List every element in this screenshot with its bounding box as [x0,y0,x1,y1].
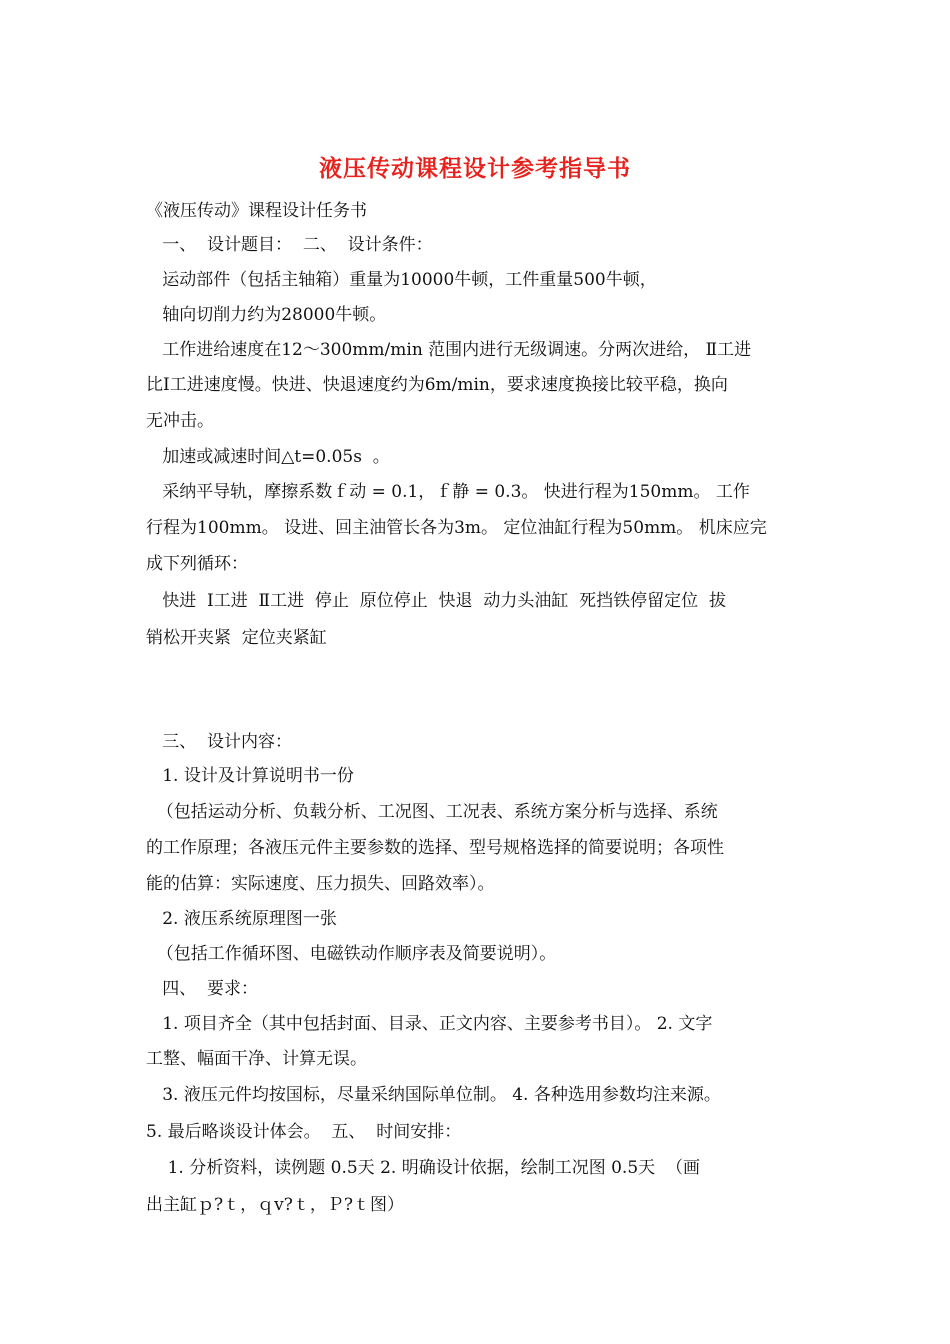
text-line: 成下列循环： [146,554,248,574]
text-line: 运动部件（包括主轴箱）重量为10000牛顿，工件重量500牛顿， [146,270,657,290]
text-line: 《液压传动》课程设计任务书 [146,201,367,221]
text-line: 出主缸ｐ?ｔ，ｑv?ｔ，Ｐ?ｔ图） [146,1195,404,1215]
document-title: 液压传动课程设计参考指导书 [319,156,631,182]
text-line: 销松开夹紧 定位夹紧缸 [146,628,327,648]
text-line: 快进 Ⅰ工进 Ⅱ工进 停止 原位停止 快退 动力头油缸 死挡铁停留定位 拔 [146,591,726,611]
text-line: 无冲击。 [146,411,214,431]
text-line: 比Ⅰ工进速度慢。快进、快退速度约为6m/min，要求速度换接比较平稳，换向 [146,375,728,395]
text-line: 的工作原理；各液压元件主要参数的选择、型号规格选择的简要说明；各项性 [146,838,724,858]
text-line: 5. 最后略谈设计体会。 五、 时间安排： [146,1122,462,1142]
text-line: 一、 设计题目： 二、 设计条件： [146,235,433,255]
text-line: 轴向切削力约为28000牛顿。 [146,305,387,325]
text-line: 采纳平导轨，摩擦系数ｆ动 = 0.1，ｆ静 = 0.3。 快进行程为150mm。 工作 [146,482,750,502]
text-line: 行程为100mm。 设进、回主油管长各为3m。 定位油缸行程为50mm。 机床应完 [146,518,767,538]
text-line: 2. 液压系统原理图一张 [146,909,337,929]
text-line: （包括运动分析、负载分析、工况图、工况表、系统方案分析与选择、系统 [146,802,718,822]
text-line: 加速或减速时间△t=0.05s 。 [146,447,390,467]
text-line: （包括工作循环图、电磁铁动作顺序表及简要说明）。 [146,944,557,964]
text-line: 1. 项目齐全（其中包括封面、目录、正文内容、主要参考书目）。 2. 文字 [146,1014,713,1034]
text-line: 三、 设计内容： [146,732,293,752]
text-line: 能的估算：实际速度、压力损失、回路效率）。 [146,874,495,894]
text-line: 四、 要求： [146,979,259,999]
text-line: 1. 设计及计算说明书一份 [146,766,354,786]
text-line: 工作进给速度在12～300mm/min 范围内进行无级调速。分两次进给， Ⅱ工进 [146,340,752,360]
text-line: 3. 液压元件均按国标，尽量采纳国际单位制。 4. 各种选用参数均注来源。 [146,1085,721,1105]
text-line: 工整、幅面干净、计算无误。 [146,1049,367,1069]
text-line: 1. 分析资料，读例题 0.5天 2. 明确设计依据，绘制工况图 0.5天 （画 [146,1158,700,1178]
